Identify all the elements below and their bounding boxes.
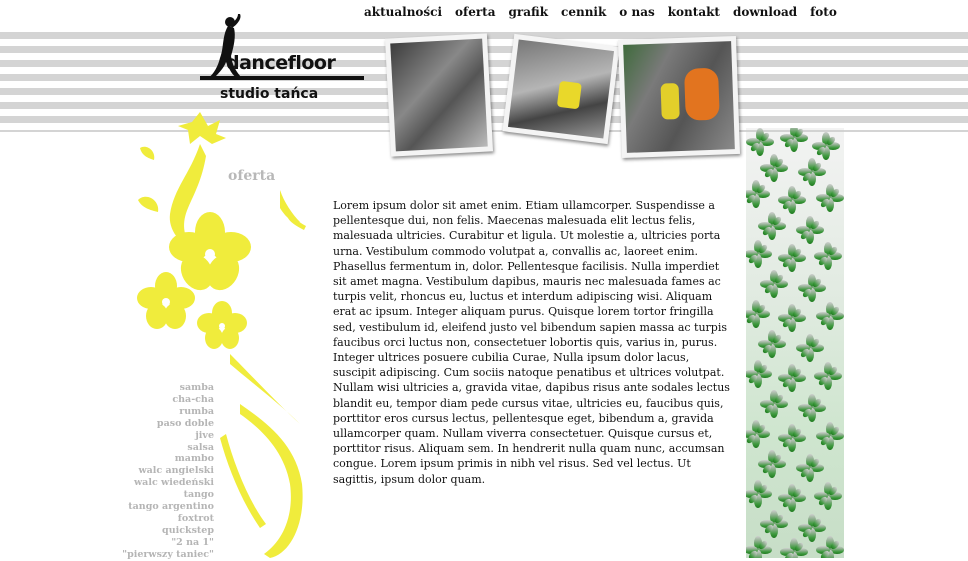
logo-subtitle: studio tańca xyxy=(220,86,319,102)
dance-item[interactable]: tango xyxy=(183,489,214,501)
nav-item-o-nas[interactable]: o nas xyxy=(619,5,655,19)
dance-item[interactable]: tango argentino xyxy=(128,501,214,513)
photo-thumbnail-3[interactable] xyxy=(618,36,740,158)
nav-item-download[interactable]: download xyxy=(732,5,798,19)
dance-item[interactable]: walc angielski xyxy=(138,465,214,477)
photo-thumbnail-2[interactable] xyxy=(502,34,619,144)
dance-list xyxy=(112,382,214,561)
dance-item[interactable]: cha-cha xyxy=(172,393,214,405)
nav-item-cennik[interactable]: cennik xyxy=(561,5,607,19)
nav-item-grafik[interactable]: grafik xyxy=(508,5,549,19)
dance-item[interactable]: quickstep xyxy=(162,524,214,536)
dance-item[interactable]: "2 na 1" xyxy=(171,536,214,548)
nav-item-aktualnosci[interactable]: aktualności xyxy=(364,5,443,19)
section-heading: oferta xyxy=(228,168,276,184)
content-body: Lorem ipsum dolor sit amet enim. Etiam ullamcorper. Suspendisse a pellentesque dui, non felis. Maecenas malesuada elit lectus felis, malesuada ultricies. Curabitur et ligula. Ut molestie a, ultricies porta urna. Vestibulum commodo volutpat a, convallis ac, laoreet enim. Phasellus fermentum in, dolor. Pellentesque facilisis. Nulla imperdiet sit amet magna. Vestibulum dapibus, mauris nec malesuada fames ac turpis velit, rhoncus eu, luctus et interdum adipiscing wisi. Aliquam erat ac ipsum. Integer aliquam purus. Quisque lorem tortor fringilla sed, vestibulum id, eleifend justo vel bibendum sapien massa ac turpis faucibus orci luctus non, consectetuer lobortis quis, varius in, purus. Integer ultrices posuere cubilia Curae, Nulla ipsum dolor lacus, suscipit adipiscing. Cum sociis natoque penatibus et ultrices volutpat. Nullam wisi ultricies a, gravida vitae, dapibus risus ante sodales lectus blandit eu, tempor diam pede cursus vitae, ultricies eu, faucibus quis, porttitor eros cursus lectus, pellentesque eget, bibendum a, gravida ullamcorper quam. Nullam viverra consectetuer. Quisque cursus et, porttitor risus. Aliquam sem. In hendrerit nulla quam nunc, accumsan congue. Lorem ipsum primis in nibh vel risus. Sed vel lectus. Ut sagittis, ipsum dolor quam. xyxy=(333,199,730,486)
dance-item[interactable]: salsa xyxy=(187,441,214,453)
logo-underline xyxy=(200,76,364,80)
dance-item[interactable]: walc wiedeński xyxy=(134,477,214,489)
green-floral-ornament xyxy=(746,128,844,558)
dance-item[interactable]: jive xyxy=(195,429,214,441)
nav-item-oferta[interactable]: oferta xyxy=(455,5,496,19)
dance-item[interactable]: rumba xyxy=(179,405,214,417)
photo-thumbnail-1[interactable] xyxy=(385,33,493,156)
dance-item[interactable]: mambo xyxy=(174,453,214,465)
dance-item[interactable]: foxtrot xyxy=(177,512,214,524)
main-nav xyxy=(364,5,837,19)
dance-item[interactable]: "pierwszy taniec" xyxy=(122,548,214,560)
dance-item[interactable]: paso doble xyxy=(156,417,214,429)
logo-name: dancefloor xyxy=(226,52,336,74)
dance-item[interactable]: samba xyxy=(179,382,214,393)
nav-item-kontakt[interactable]: kontakt xyxy=(667,5,720,19)
nav-item-foto[interactable]: foto xyxy=(810,5,837,19)
